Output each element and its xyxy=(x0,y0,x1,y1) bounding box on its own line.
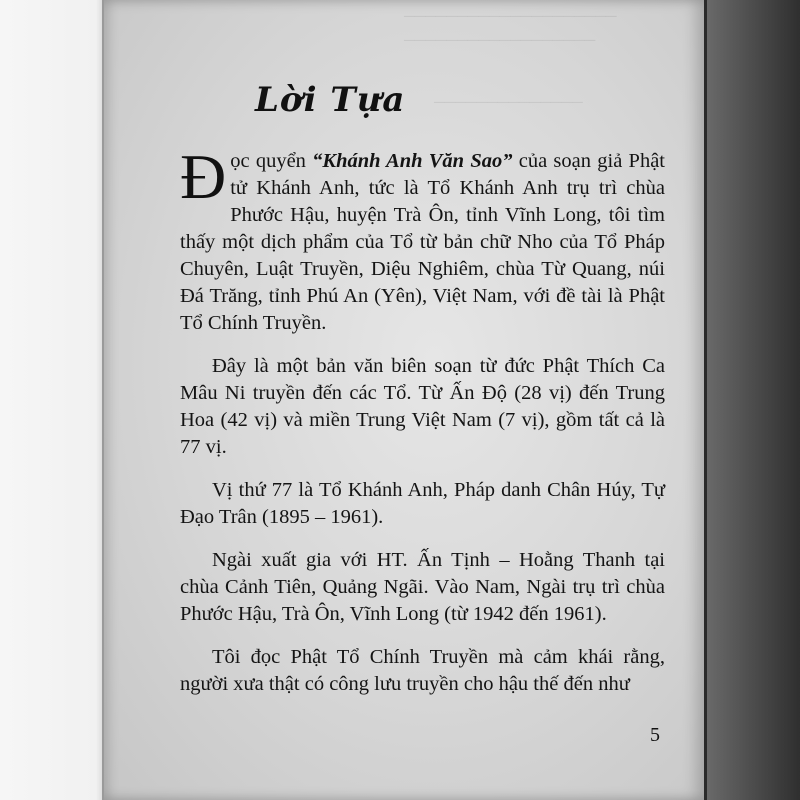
drop-cap: Đ xyxy=(180,141,227,212)
bleed-through-text: ──────────────────── xyxy=(404,9,617,25)
book-title-quote: “Khánh Anh Văn Sao” xyxy=(312,150,513,172)
paragraph-1-rest: của soạn giả Phật tử Khánh Anh, tức là Tổ Khánh Anh trụ trì chùa Phước Hậu, huyện Trà Ôn, tỉnh Vĩnh Long, tôi tìm thấy một dịch phẩm của Tổ từ bản chữ Nho của Tổ Pháp Chuyên, Luật Truyền, Diệu Nghiêm, chùa Từ Quang, núi Đá Trăng, tỉnh Phú An (Yên), Việt Nam, với đề tài là Phật Tổ Chính Truyền. xyxy=(180,150,665,334)
page-body xyxy=(180,141,665,714)
bleed-through-text: ────────────────── xyxy=(404,33,596,49)
paragraph-1 xyxy=(180,141,665,337)
paragraph-5: Tôi đọc Phật Tổ Chính Truyền mà cảm khái rằng, người xưa thật có công lưu truyền cho hậu thế đến như xyxy=(180,646,665,695)
page-title: Lời Tựa xyxy=(255,80,406,120)
bleed-through-text: ────────────── xyxy=(434,95,583,111)
page-number: 5 xyxy=(650,724,660,746)
paragraph-4: Ngài xuất gia với HT. Ấn Tịnh – Hoằng Thanh tại chùa Cảnh Tiên, Quảng Ngãi. Vào Nam, Ngài trụ trì chùa Phước Hậu, Trà Ôn, Vĩnh Long (từ 1942 đến 1961). xyxy=(180,549,665,625)
paragraph-1-lead: ọc quyển xyxy=(230,150,313,172)
paragraph-2: Đây là một bản văn biên soạn từ đức Phật Thích Ca Mâu Ni truyền đến các Tổ. Từ Ấn Độ (28 vị) đến Trung Hoa (42 vị) và miền Trung Việt Nam (7 vị), gồm tất cả là 77 vị. xyxy=(180,355,665,458)
paragraph-3: Vị thứ 77 là Tổ Khánh Anh, Pháp danh Chân Húy, Tự Đạo Trân (1895 – 1961). xyxy=(180,479,665,528)
